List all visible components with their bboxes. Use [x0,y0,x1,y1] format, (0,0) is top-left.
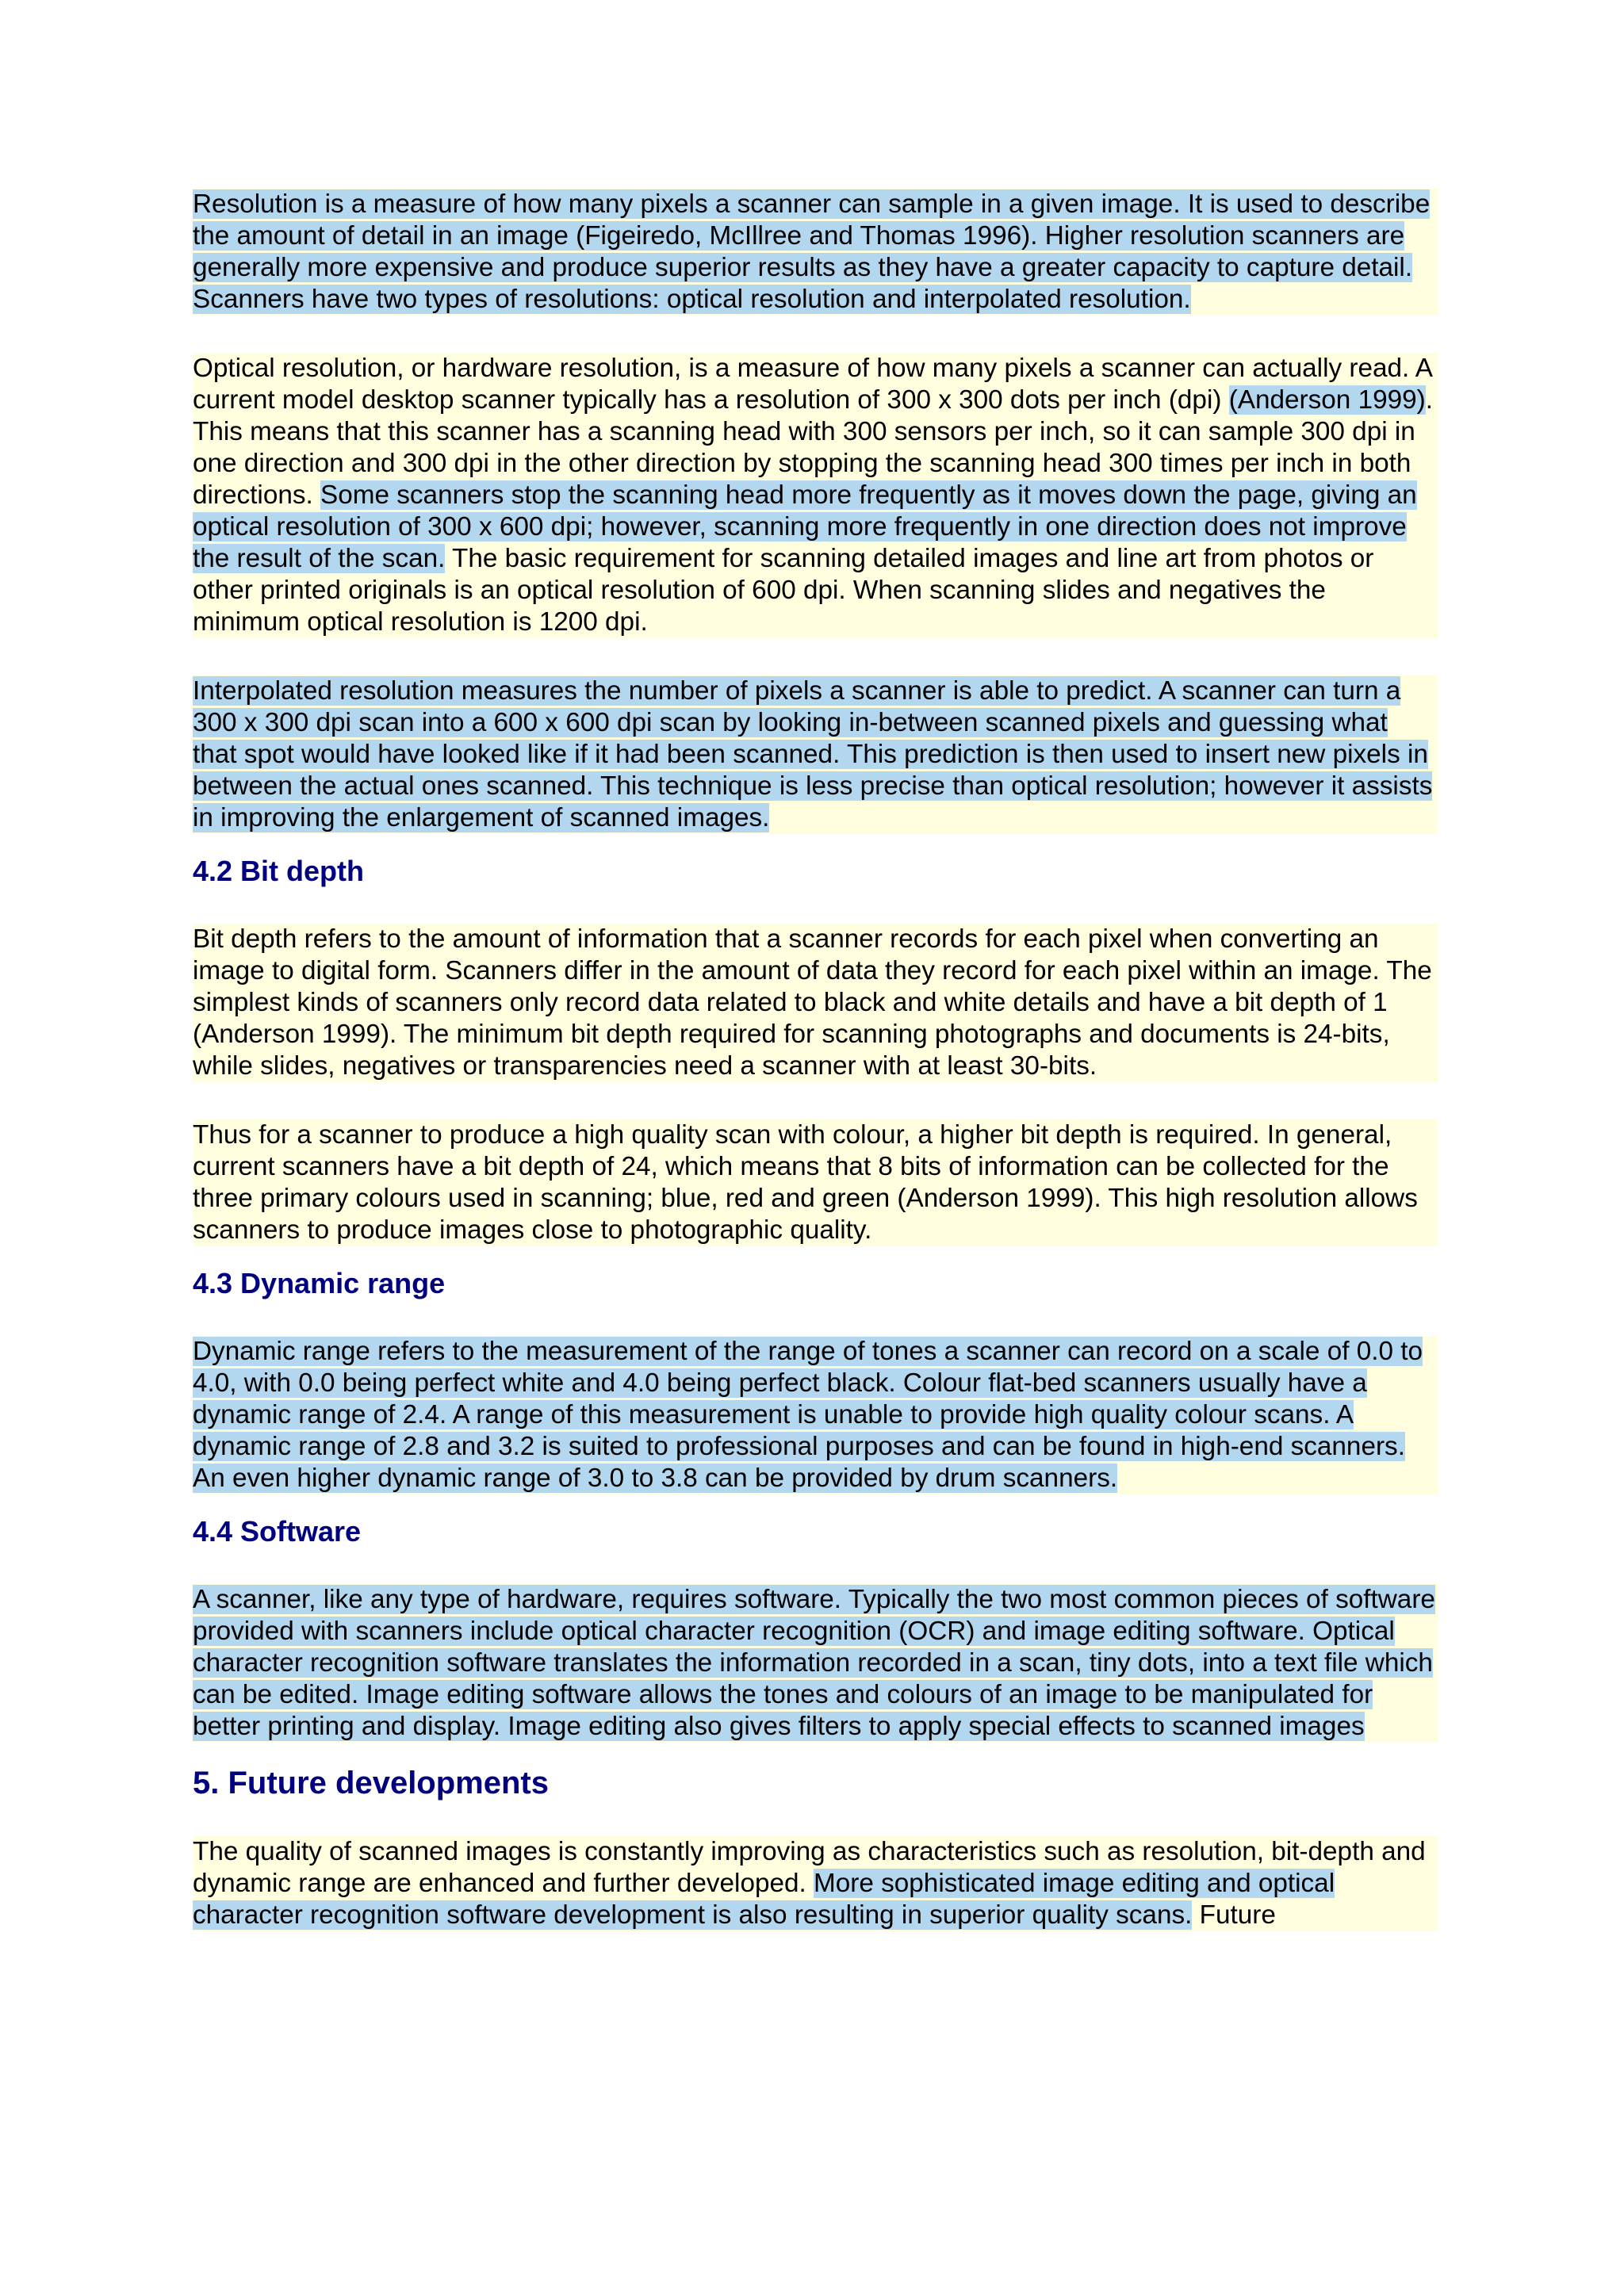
paragraph-dynamic-range [193,1336,1438,1494]
paragraph-bit-depth-colour [193,1119,1438,1246]
section-heading-future-developments: 5. Future developments [193,1766,549,1800]
section-heading-bit-depth: 4.2 Bit depth [193,855,365,887]
plain-text: Optical resolution, or hardware resolution, is a measure of how many pixels a scanner can actually read. A current model desktop scanner typically has a resolution of 300 x 300 dots per inch (dpi) [193,354,1432,415]
plain-text: The basic requirement for scanning detailed images and line art from photos or other printed originals is an optical resolution of 600 dpi. When scanning slides and negatives the minimum optical resolution is 1200 dpi. [193,544,1374,637]
highlighted-text: More sophisticated image editing and optical character recognition software development is also resulting in superior quality scans. [193,1869,1335,1930]
highlighted-text: Dynamic range refers to the measurement of the range of tones a scanner can record on a scale of 0.0 to 4.0, with 0.0 being perfect white and 4.0 being perfect black. Colour flat-bed scanners usually have a dynamic range of 2.4. A range of this measurement is unable to provide high quality colour scans. A dynamic range of 2.8 and 3.2 is suited to professional purposes and can be found in high-end scanners. An even higher dynamic range of 3.0 to 3.8 can be provided by drum scanners. [193,1337,1423,1493]
paragraph-interpolated-resolution [193,675,1438,834]
highlighted-text: A scanner, like any type of hardware, requires software. Typically the two most common pieces of software provided with scanners include optical character recognition (OCR) and image editing software. Optical character recognition software translates the information recorded in a scan, tiny dots, into a text file which can be edited. Image editing software allows the tones and colours of an image to be manipulated for better printing and display. Image editing also gives filters to apply special effects to scanned images [193,1585,1435,1741]
paragraph-software [193,1584,1438,1743]
paragraph-future-developments [193,1836,1438,1931]
paragraph-bit-depth [193,924,1438,1082]
plain-text: The quality of scanned images is constantly improving as characteristics such as resolution, bit-depth and dynamic range are enhanced and further developed. [193,1837,1426,1898]
paragraph-optical-resolution [193,353,1438,638]
document-page [193,189,1438,1931]
highlighted-text: Some scanners stop the scanning head more frequently as it moves down the page, giving an optical resolution of 300 x 600 dpi; however, scanning more frequently in one direction does not improve the result of the scan. [193,480,1417,573]
plain-text: . This means that this scanner has a scanning head with 300 sensors per inch, so it can sample 300 dpi in one direction and 300 dpi in the other direction by stopping the scanning head 300 times per inch in both directions. [193,385,1434,510]
highlighted-text: Resolution is a measure of how many pixels a scanner can sample in a given image. It is used to describe the amount of detail in an image (Figeiredo, McIllree and Thomas 1996). Higher resolution scanners are generally more expensive and produce superior results as they have a greater capacity to capture detail. Scanners have two types of resolutions: optical resolution and interpolated resolution. [193,189,1431,314]
plain-text: Future [1192,1900,1276,1930]
section-heading-dynamic-range: 4.3 Dynamic range [193,1267,446,1299]
paragraph-resolution-intro [193,189,1438,316]
highlighted-citation: (Anderson 1999) [1228,385,1426,415]
plain-text: Bit depth refers to the amount of information that a scanner records for each pixel when converting an image to digital form. Scanners differ in the amount of data they record for each pixel within an image. The simplest kinds of scanners only record data related to black and white details and have a bit depth of 1 (Anderson 1999). The minimum bit depth required for scanning photographs and documents is 24-bits, while slides, negatives or transparencies need a scanner with at least 30-bits. [193,924,1432,1081]
plain-text: Thus for a scanner to produce a high quality scan with colour, a higher bit depth is required. In general, current scanners have a bit depth of 24, which means that 8 bits of information can be collected for the three primary colours used in scanning; blue, red and green (Anderson 1999). This high resolution allows scanners to produce images close to photographic quality. [193,1120,1418,1245]
highlighted-text: Interpolated resolution measures the number of pixels a scanner is able to predict. A scanner can turn a 300 x 300 dpi scan into a 600 x 600 dpi scan by looking in-between scanned pixels and guessing what that spot would have looked like if it had been scanned. This prediction is then used to insert new pixels in between the actual ones scanned. This technique is less precise than optical resolution; however it assists in improving the enlargement of scanned images. [193,676,1433,832]
section-heading-software: 4.4 Software [193,1515,362,1548]
